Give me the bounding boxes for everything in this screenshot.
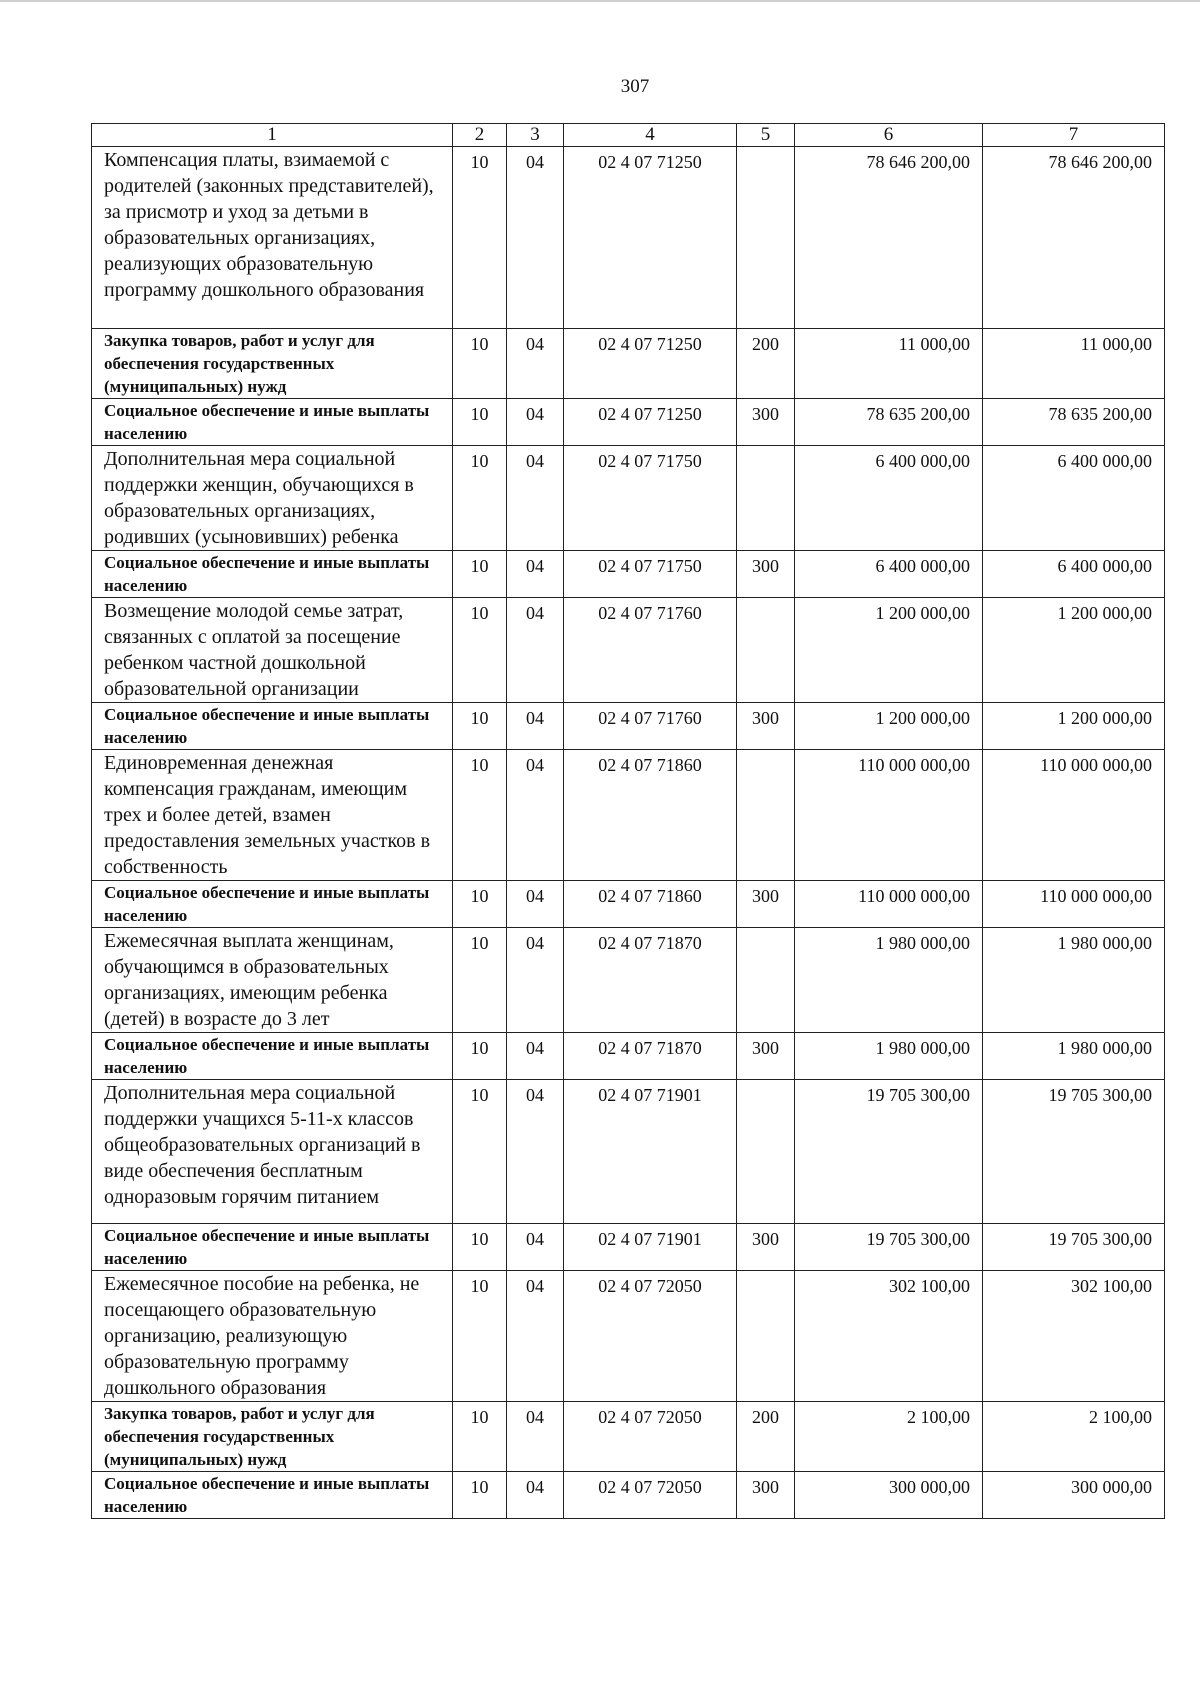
row-cell-c3: 04 <box>507 598 564 703</box>
row-cell-c3: 04 <box>507 1271 564 1402</box>
row-cell-c6: 6 400 000,00 <box>795 446 983 551</box>
row-cell-c3: 04 <box>507 1224 564 1271</box>
row-cell-c3: 04 <box>507 703 564 750</box>
row-cell-c4: 02 4 07 72050 <box>564 1402 737 1472</box>
row-name-cell: Дополнительная мера социальной поддержки женщин, обучающихся в образовательных организациях, родивших (усыновивших) ребенка <box>92 446 453 551</box>
row-cell-c5 <box>737 1080 795 1224</box>
table-row <box>92 147 1165 329</box>
row-cell-c7: 2 100,00 <box>983 1402 1165 1472</box>
row-cell-c5: 300 <box>737 399 795 446</box>
row-name-cell: Ежемесячная выплата женщинам, обучающимся в образовательных организациях, имеющим ребенка (детей) в возрасте до 3 лет <box>92 928 453 1033</box>
row-cell-c5 <box>737 1271 795 1402</box>
row-cell-c7: 302 100,00 <box>983 1271 1165 1402</box>
row-name-cell: Социальное обеспечение и иные выплаты населению <box>92 1033 453 1080</box>
table-row <box>92 881 1165 928</box>
row-cell-c6: 2 100,00 <box>795 1402 983 1472</box>
row-cell-c5 <box>737 928 795 1033</box>
row-cell-c7: 6 400 000,00 <box>983 551 1165 598</box>
row-cell-c7: 110 000 000,00 <box>983 881 1165 928</box>
row-cell-c2: 10 <box>453 1271 507 1402</box>
row-cell-c4: 02 4 07 71901 <box>564 1080 737 1224</box>
row-cell-c5: 300 <box>737 1224 795 1271</box>
row-cell-c2: 10 <box>453 881 507 928</box>
table-row <box>92 329 1165 399</box>
row-cell-c6: 300 000,00 <box>795 1472 983 1519</box>
row-cell-c2: 10 <box>453 750 507 881</box>
row-name-cell: Социальное обеспечение и иные выплаты населению <box>92 1224 453 1271</box>
row-name-cell: Единовременная денежная компенсация гражданам, имеющим трех и более детей, взамен предоставления земельных участков в собственность <box>92 750 453 881</box>
table-row <box>92 703 1165 750</box>
row-cell-c2: 10 <box>453 446 507 551</box>
row-cell-c5 <box>737 598 795 703</box>
page-number: 307 <box>620 76 650 97</box>
row-cell-c7: 300 000,00 <box>983 1472 1165 1519</box>
row-cell-c4: 02 4 07 71250 <box>564 147 737 329</box>
row-cell-c3: 04 <box>507 551 564 598</box>
table-row <box>92 399 1165 446</box>
row-cell-c6: 78 646 200,00 <box>795 147 983 329</box>
row-cell-c3: 04 <box>507 399 564 446</box>
row-cell-c2: 10 <box>453 1033 507 1080</box>
row-cell-c5: 200 <box>737 1402 795 1472</box>
header-cell: 1 <box>92 124 453 147</box>
row-cell-c5: 300 <box>737 551 795 598</box>
row-cell-c7: 110 000 000,00 <box>983 750 1165 881</box>
table-body <box>92 124 1165 1519</box>
row-cell-c2: 10 <box>453 598 507 703</box>
table-row <box>92 1271 1165 1402</box>
row-cell-c2: 10 <box>453 703 507 750</box>
table-row <box>92 1080 1165 1224</box>
header-cell: 5 <box>737 124 795 147</box>
table-row <box>92 1402 1165 1472</box>
row-cell-c5: 200 <box>737 329 795 399</box>
row-cell-c2: 10 <box>453 1472 507 1519</box>
row-cell-c7: 19 705 300,00 <box>983 1224 1165 1271</box>
budget-table <box>91 123 1165 1519</box>
row-cell-c4: 02 4 07 71760 <box>564 703 737 750</box>
row-cell-c2: 10 <box>453 399 507 446</box>
row-cell-c5: 300 <box>737 1033 795 1080</box>
row-cell-c6: 1 980 000,00 <box>795 928 983 1033</box>
row-cell-c6: 110 000 000,00 <box>795 750 983 881</box>
row-cell-c4: 02 4 07 71250 <box>564 329 737 399</box>
row-cell-c6: 11 000,00 <box>795 329 983 399</box>
row-cell-c7: 11 000,00 <box>983 329 1165 399</box>
row-cell-c2: 10 <box>453 329 507 399</box>
row-cell-c7: 78 635 200,00 <box>983 399 1165 446</box>
table-row <box>92 1224 1165 1271</box>
header-cell: 2 <box>453 124 507 147</box>
row-cell-c3: 04 <box>507 147 564 329</box>
table-row <box>92 750 1165 881</box>
row-cell-c7: 6 400 000,00 <box>983 446 1165 551</box>
row-cell-c4: 02 4 07 71870 <box>564 928 737 1033</box>
row-cell-c3: 04 <box>507 1402 564 1472</box>
row-cell-c5 <box>737 750 795 881</box>
row-cell-c7: 1 200 000,00 <box>983 703 1165 750</box>
header-cell: 4 <box>564 124 737 147</box>
row-cell-c2: 10 <box>453 147 507 329</box>
row-cell-c2: 10 <box>453 551 507 598</box>
row-cell-c3: 04 <box>507 1033 564 1080</box>
row-cell-c4: 02 4 07 71860 <box>564 881 737 928</box>
row-cell-c5: 300 <box>737 703 795 750</box>
row-cell-c7: 78 646 200,00 <box>983 147 1165 329</box>
row-cell-c4: 02 4 07 72050 <box>564 1472 737 1519</box>
table-header-row <box>92 124 1165 147</box>
row-cell-c4: 02 4 07 71750 <box>564 551 737 598</box>
row-cell-c4: 02 4 07 72050 <box>564 1271 737 1402</box>
row-name-cell: Компенсация платы, взимаемой с родителей (законных представителей), за присмотр и уход за детьми в образовательных организациях, реализующих образовательную программу дошкольного образования <box>92 147 453 329</box>
table-row <box>92 598 1165 703</box>
row-cell-c2: 10 <box>453 1224 507 1271</box>
row-name-cell: Дополнительная мера социальной поддержки учащихся 5-11-х классов общеобразовательных организаций в виде обеспечения бесплатным одноразовым горячим питанием <box>92 1080 453 1224</box>
row-cell-c6: 6 400 000,00 <box>795 551 983 598</box>
row-cell-c4: 02 4 07 71760 <box>564 598 737 703</box>
row-name-cell: Возмещение молодой семье затрат, связанных с оплатой за посещение ребенком частной дошкольной образовательной организации <box>92 598 453 703</box>
header-cell: 7 <box>983 124 1165 147</box>
row-name-cell: Закупка товаров, работ и услуг для обеспечения государственных (муниципальных) нужд <box>92 329 453 399</box>
header-cell: 6 <box>795 124 983 147</box>
scan-edge-line <box>0 0 1200 2</box>
row-cell-c3: 04 <box>507 881 564 928</box>
row-cell-c7: 1 200 000,00 <box>983 598 1165 703</box>
row-cell-c3: 04 <box>507 928 564 1033</box>
row-cell-c4: 02 4 07 71860 <box>564 750 737 881</box>
row-name-cell: Социальное обеспечение и иные выплаты населению <box>92 399 453 446</box>
row-cell-c3: 04 <box>507 1080 564 1224</box>
row-cell-c2: 10 <box>453 928 507 1033</box>
row-cell-c6: 19 705 300,00 <box>795 1224 983 1271</box>
row-cell-c5 <box>737 446 795 551</box>
row-cell-c6: 78 635 200,00 <box>795 399 983 446</box>
row-name-cell: Социальное обеспечение и иные выплаты населению <box>92 551 453 598</box>
row-cell-c3: 04 <box>507 750 564 881</box>
header-cell: 3 <box>507 124 564 147</box>
row-name-cell: Закупка товаров, работ и услуг для обеспечения государственных (муниципальных) нужд <box>92 1402 453 1472</box>
table-row <box>92 1472 1165 1519</box>
row-cell-c5: 300 <box>737 1472 795 1519</box>
table-row <box>92 551 1165 598</box>
row-cell-c7: 19 705 300,00 <box>983 1080 1165 1224</box>
row-name-cell: Социальное обеспечение и иные выплаты населению <box>92 1472 453 1519</box>
row-cell-c6: 302 100,00 <box>795 1271 983 1402</box>
row-cell-c5 <box>737 147 795 329</box>
table-row <box>92 446 1165 551</box>
row-cell-c3: 04 <box>507 446 564 551</box>
row-cell-c4: 02 4 07 71901 <box>564 1224 737 1271</box>
row-cell-c6: 1 980 000,00 <box>795 1033 983 1080</box>
row-name-cell: Ежемесячное пособие на ребенка, не посещающего образовательную организацию, реализующую образовательную программу дошкольного образования <box>92 1271 453 1402</box>
row-cell-c3: 04 <box>507 329 564 399</box>
table-row <box>92 1033 1165 1080</box>
row-cell-c5: 300 <box>737 881 795 928</box>
row-cell-c6: 1 200 000,00 <box>795 598 983 703</box>
row-cell-c7: 1 980 000,00 <box>983 1033 1165 1080</box>
row-cell-c6: 110 000 000,00 <box>795 881 983 928</box>
row-cell-c2: 10 <box>453 1402 507 1472</box>
table-row <box>92 928 1165 1033</box>
row-cell-c4: 02 4 07 71750 <box>564 446 737 551</box>
row-cell-c4: 02 4 07 71870 <box>564 1033 737 1080</box>
row-cell-c2: 10 <box>453 1080 507 1224</box>
row-cell-c3: 04 <box>507 1472 564 1519</box>
row-cell-c6: 19 705 300,00 <box>795 1080 983 1224</box>
row-name-cell: Социальное обеспечение и иные выплаты населению <box>92 703 453 750</box>
row-cell-c6: 1 200 000,00 <box>795 703 983 750</box>
row-name-cell: Социальное обеспечение и иные выплаты населению <box>92 881 453 928</box>
row-cell-c7: 1 980 000,00 <box>983 928 1165 1033</box>
row-cell-c4: 02 4 07 71250 <box>564 399 737 446</box>
